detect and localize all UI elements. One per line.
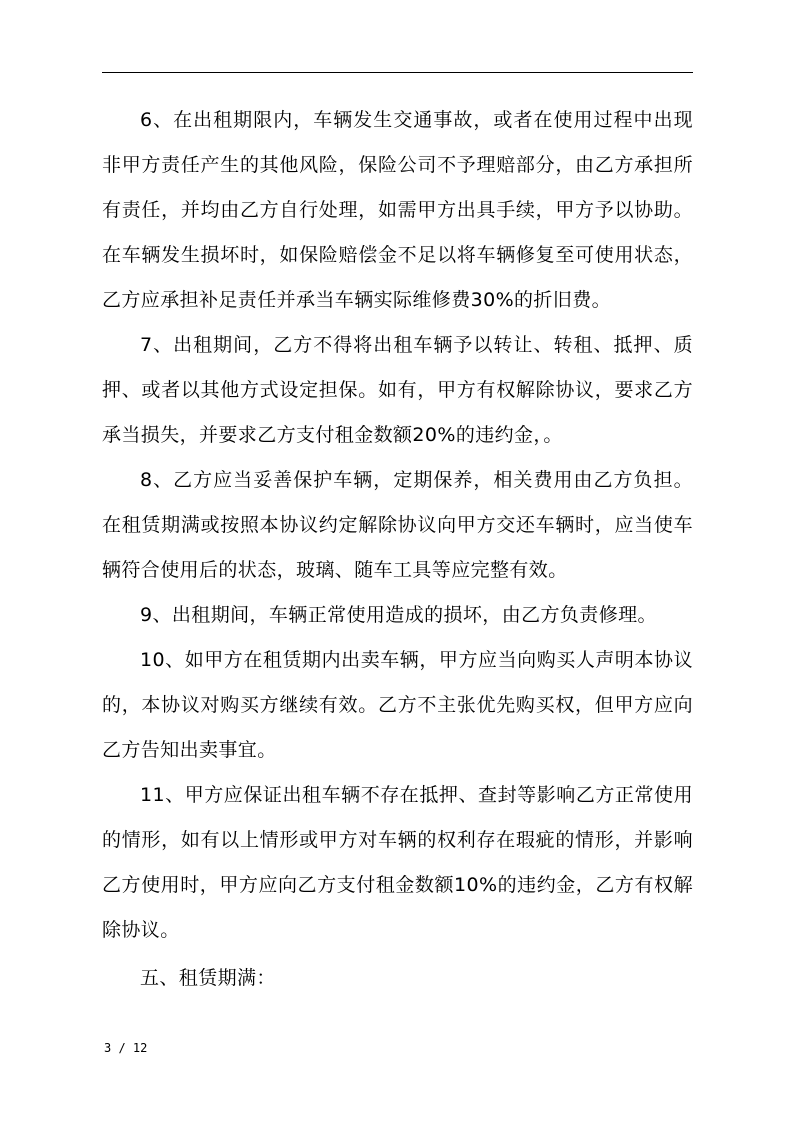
clause-8: 8、乙方应当妥善保护车辆，定期保养，相关费用由乙方负担。在租赁期满或按照本协议约定解除协议向甲方交还车辆时，应当使车辆符合使用后的状态，玻璃、随车工具等应完整有效。 xyxy=(102,469,693,581)
clause-11: 11、甲方应保证出租车辆不存在抵押、查封等影响乙方正常使用的情形，如有以上情形或甲方对车辆的权利存在瑕疵的情形，并影响乙方使用时，甲方应向乙方支付租金数额10%的违约金，乙方有权解除协议。 xyxy=(102,784,693,941)
header-rule xyxy=(102,72,693,73)
document-body xyxy=(102,98,693,1001)
section-heading: 五、租赁期满： xyxy=(140,967,276,989)
clause-7: 7、出租期间，乙方不得将出租车辆予以转让、转租、抵押、质押、或者以其他方式设定担保。如有，甲方有权解除协议，要求乙方承当损失，并要求乙方支付租金数额20%的违约金，。 xyxy=(102,334,693,446)
page-number: 3 / 12 xyxy=(104,1041,148,1055)
clause-10: 10、如甲方在租赁期内出卖车辆，甲方应当向购买人声明本协议的，本协议对购买方继续有效。乙方不主张优先购买权，但甲方应向乙方告知出卖事宜。 xyxy=(102,649,693,761)
clause-9: 9、出租期间，车辆正常使用造成的损坏，由乙方负责修理。 xyxy=(140,604,657,626)
clause-6: 6、在出租期限内，车辆发生交通事故，或者在使用过程中出现非甲方责任产生的其他风险，保险公司不予理赔部分，由乙方承担所有责任，并均由乙方自行处理，如需甲方出具手续，甲方予以协助。在车辆发生损坏时，如保险赔偿金不足以将车辆修复至可使用状态，乙方应承担补足责任并承当车辆实际维修费30%的折旧费。 xyxy=(102,109,693,311)
